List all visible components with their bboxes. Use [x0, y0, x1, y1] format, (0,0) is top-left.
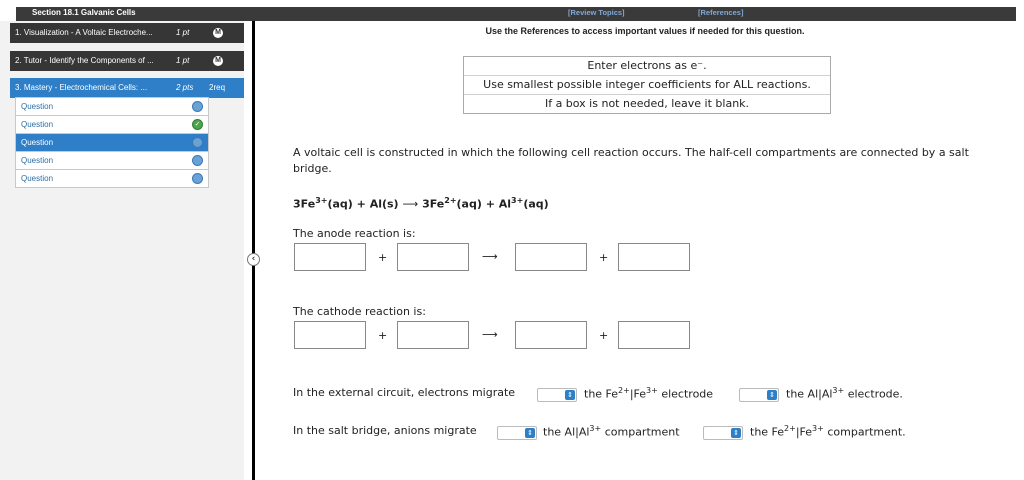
collapse-sidebar-icon[interactable]: ‹ [247, 253, 260, 266]
external-direction-select-2[interactable] [739, 388, 779, 402]
mastered-badge: M [213, 28, 223, 38]
anode-product-2-input[interactable] [618, 243, 690, 271]
pending-status-icon [192, 173, 203, 184]
sidebar-item-3[interactable] [10, 78, 244, 98]
review-topics-link[interactable]: [Review Topics] [568, 8, 625, 17]
question-list [15, 97, 209, 188]
instruction-line: If a box is not needed, leave it blank. [544, 97, 750, 110]
salt-direction-select-2[interactable] [703, 426, 743, 440]
chevron-updown-icon: ⇕ [525, 428, 535, 438]
cathode-product-1-input[interactable] [515, 321, 587, 349]
pending-status-icon [192, 137, 203, 148]
points-label: 1 pt [176, 28, 190, 37]
requirement-label: 2req [209, 83, 226, 92]
reaction-arrow-icon: ⟶ [482, 328, 498, 341]
question-paragraph: A voltaic cell is constructed in which the following cell reaction occurs. The half-cell compartments are connected by a salt bridge. [293, 146, 969, 175]
instructions-box [463, 56, 831, 114]
anode-reactant-2-input[interactable] [397, 243, 469, 271]
sidebar-item-1[interactable] [10, 23, 244, 43]
sidebar-item-label: 2. Tutor - Identify the Components of ... [15, 56, 154, 65]
instruction-line: Use smallest possible integer coefficients for ALL reactions. [464, 76, 830, 95]
question-item-4[interactable] [15, 152, 209, 170]
anode-reactant-1-input[interactable] [294, 243, 366, 271]
top-bar [0, 0, 1024, 20]
plus-sign: + [599, 251, 609, 264]
references-link[interactable]: [References] [698, 8, 744, 17]
question-item-3[interactable] [15, 134, 209, 152]
reaction-arrow-icon: ⟶ [402, 197, 419, 211]
sidebar-item-label: 3. Mastery - Electrochemical Cells: ... [15, 83, 148, 92]
mastered-badge: M [213, 56, 223, 66]
question-label: Question [21, 120, 54, 129]
salt-direction-select-1[interactable] [497, 426, 537, 440]
salt-al-compartment-text: the $Al|Al^{3+}$ compartment [543, 424, 680, 439]
plus-sign: + [378, 251, 388, 264]
pending-status-icon [192, 155, 203, 166]
points-label: 2 pts [176, 83, 194, 92]
pending-status-icon [192, 101, 203, 112]
question-item-1[interactable] [15, 97, 209, 116]
cathode-reactant-2-input[interactable] [397, 321, 469, 349]
check-status-icon: ✓ [192, 119, 203, 130]
chevron-updown-icon: ⇕ [565, 390, 575, 400]
cathode-product-2-input[interactable] [618, 321, 690, 349]
external-circuit-prefix: In the external circuit, electrons migrate [293, 386, 516, 399]
chevron-updown-icon: ⇕ [767, 390, 777, 400]
sidebar-item-label: 1. Visualization - A Voltaic Electroche... [15, 28, 153, 37]
question-label: Question [21, 138, 54, 147]
plus-sign: + [599, 329, 609, 342]
header-strip [16, 7, 1016, 21]
section-title: Section 18.1 Galvanic Cells [32, 8, 136, 17]
instruction-line: Enter electrons as e⁻. [464, 57, 830, 76]
question-label: Question [21, 102, 54, 111]
question-item-2[interactable] [15, 116, 209, 134]
points-label: 1 pt [176, 56, 190, 65]
anode-label: The anode reaction is: [293, 227, 416, 240]
external-direction-select-1[interactable] [537, 388, 577, 402]
question-label: Question [21, 174, 54, 183]
salt-bridge-prefix: In the salt bridge, anions migrate [293, 424, 477, 437]
cathode-label: The cathode reaction is: [293, 305, 426, 318]
plus-sign: + [378, 329, 388, 342]
cathode-reactant-1-input[interactable] [294, 321, 366, 349]
external-fe-electrode-text: the $Fe^{2+}|Fe^{3+}$ electrode [584, 386, 714, 401]
anode-product-1-input[interactable] [515, 243, 587, 271]
external-al-electrode-text: the $Al|Al^{3+}$ electrode. [786, 386, 903, 401]
panel-divider [252, 21, 255, 480]
sidebar-item-2[interactable] [10, 51, 244, 71]
cell-reaction: $3Fe^{3+}(aq) + Al(s)$ ⟶ $3Fe^{2+}(aq) + Al^{3+}(aq)$ [293, 196, 549, 211]
chevron-updown-icon: ⇕ [731, 428, 741, 438]
reaction-arrow-icon: ⟶ [482, 250, 498, 263]
question-label: Question [21, 156, 54, 165]
question-item-5[interactable] [15, 170, 209, 188]
references-note: Use the References to access important values if needed for this question. [485, 26, 805, 36]
salt-fe-compartment-text: the $Fe^{2+}|Fe^{3+}$ compartment. [750, 424, 906, 439]
